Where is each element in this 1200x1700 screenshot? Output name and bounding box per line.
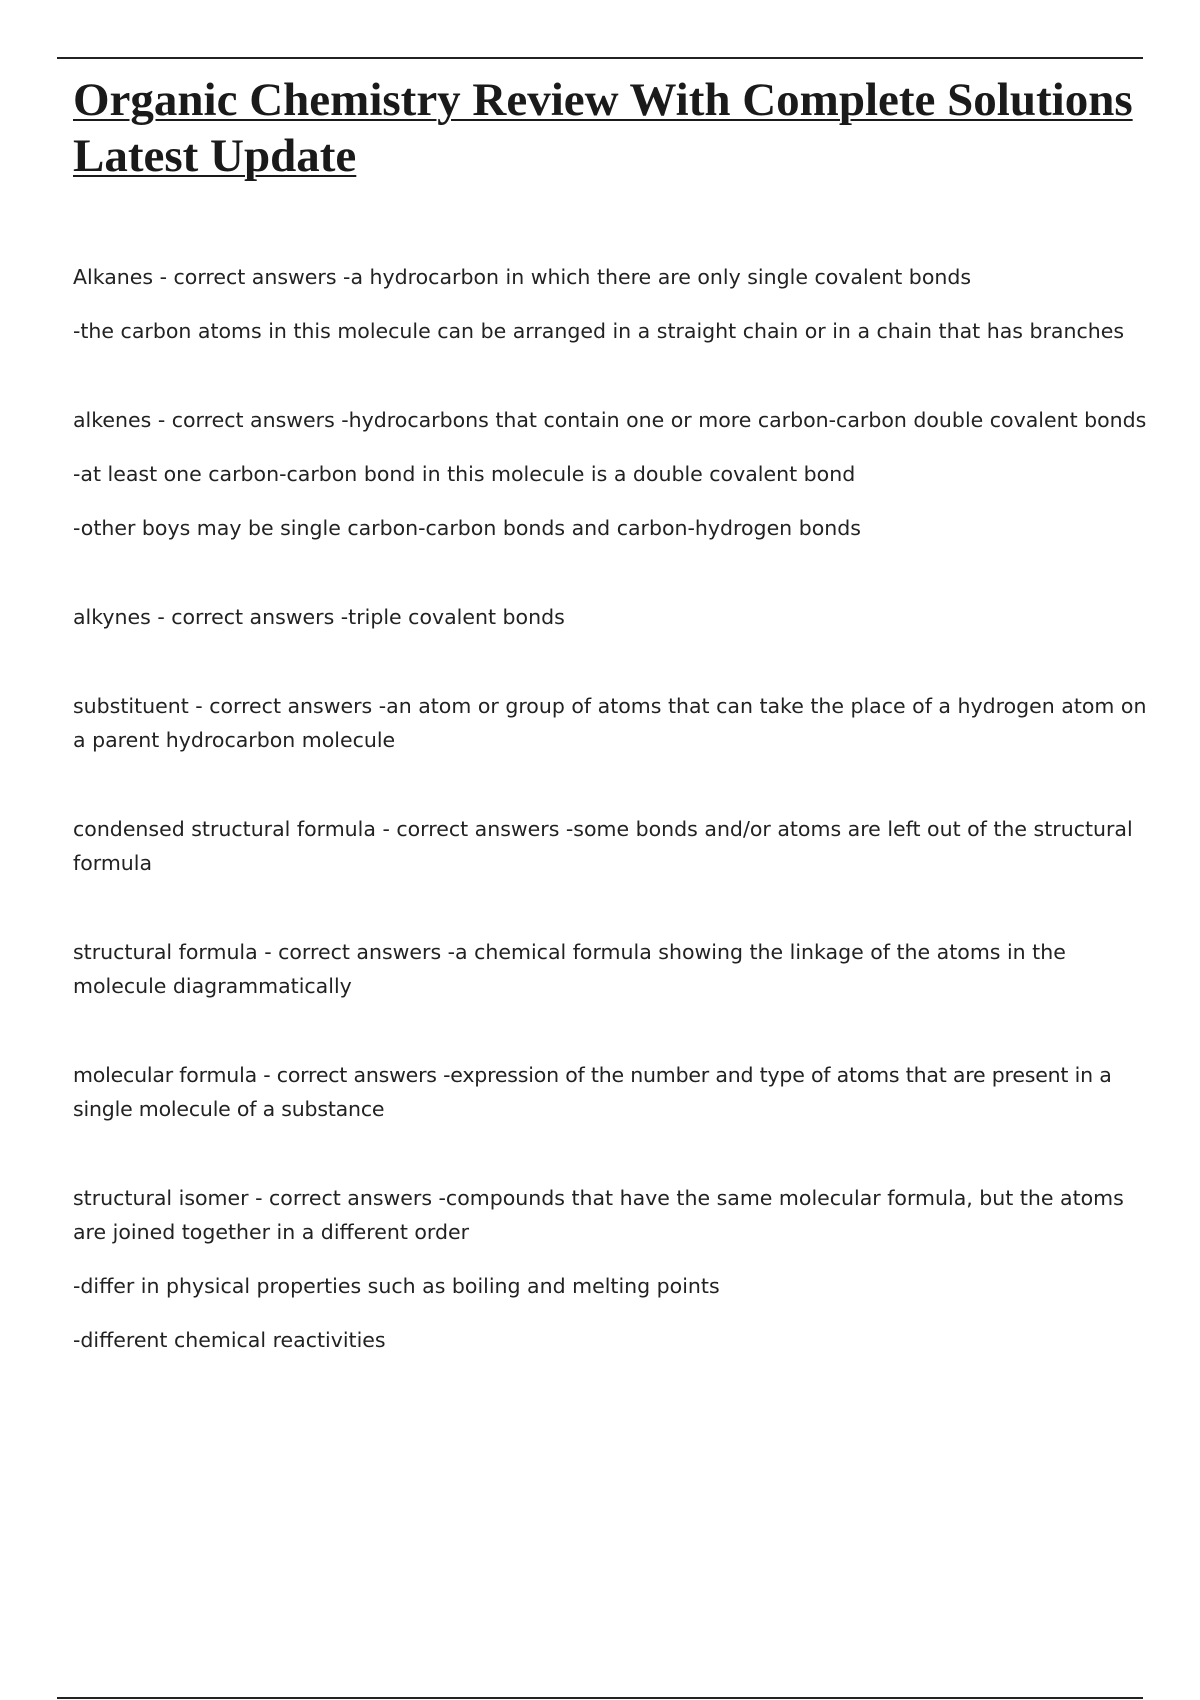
bottom-divider [57, 1697, 1143, 1699]
entry-line: molecular formula - correct answers -expression of the number and type of atoms that are present in a single molecule of a substance [73, 1063, 1112, 1121]
entry-substituent [73, 689, 1148, 757]
entry-line: -differ in physical properties such as boiling and melting points [73, 1274, 720, 1298]
entry-line: condensed structural formula - correct answers -some bonds and/or atoms are left out of the structural formula [73, 817, 1133, 875]
entry-structural-formula [73, 935, 1148, 1003]
entry-alkynes [73, 600, 1148, 634]
entry-line: -the carbon atoms in this molecule can be arranged in a straight chain or in a chain that has branches [73, 319, 1125, 343]
entry-alkenes [73, 403, 1148, 545]
entry-molecular-formula [73, 1058, 1148, 1126]
top-divider [57, 57, 1143, 59]
entry-line: alkynes - correct answers -triple covalent bonds [73, 605, 565, 629]
entry-line: structural formula - correct answers -a chemical formula showing the linkage of the atoms in the molecule diagrammatically [73, 940, 1066, 998]
entry-line: substituent - correct answers -an atom or group of atoms that can take the place of a hydrogen atom on a parent hydrocarbon molecule [73, 694, 1147, 752]
entry-line: structural isomer - correct answers -compounds that have the same molecular formula, but the atoms are joined together in a different order [73, 1186, 1124, 1244]
entry-line: alkenes - correct answers -hydrocarbons that contain one or more carbon-carbon double covalent bonds [73, 408, 1147, 432]
entry-condensed-structural-formula [73, 812, 1148, 880]
entry-line: Alkanes - correct answers -a hydrocarbon in which there are only single covalent bonds [73, 265, 972, 289]
document-title: Organic Chemistry Review With Complete Solutions Latest Update [73, 74, 1133, 182]
entry-alkanes [73, 260, 1148, 348]
flashcard-list [73, 260, 1148, 1357]
entry-line: -other boys may be single carbon-carbon bonds and carbon-hydrogen bonds [73, 516, 861, 540]
entry-line: -different chemical reactivities [73, 1328, 386, 1352]
entry-structural-isomer [73, 1181, 1148, 1357]
entry-line: -at least one carbon-carbon bond in this molecule is a double covalent bond [73, 462, 856, 486]
